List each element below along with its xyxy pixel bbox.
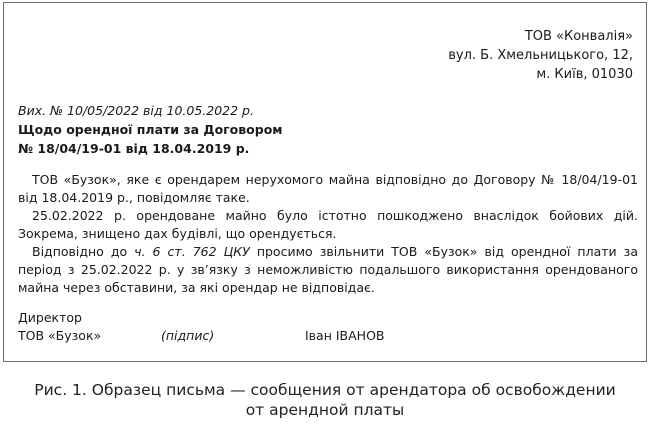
subject-line-1: Щодо орендної плати за Договором — [18, 122, 283, 137]
letter-frame — [3, 2, 647, 362]
paragraph-2: 25.02.2022 р. орендоване майно було істотно пошкоджено внаслідок бойових дій. Зокрема, знищено дах будівлі, що орендується. — [18, 208, 638, 241]
paragraph-1: ТОВ «Бузок», яке є орендарем нерухомого майна відповідно до Договору № 18/04/19-01 від 18.04.2019 р., повідомляє таке. — [18, 172, 638, 205]
law-reference: ч. 6 ст. 762 ЦКУ — [134, 244, 250, 259]
letter-body — [18, 171, 638, 297]
caption-line-2: от арендной платы — [245, 401, 405, 419]
figure-caption — [0, 380, 650, 420]
caption-line-1: Рис. 1. Образец письма — сообщения от арендатора об освобождении — [34, 381, 616, 399]
addressee-block — [448, 27, 633, 84]
addressee-street: вул. Б. Хмельницького, 12, — [448, 48, 633, 63]
signer-company: ТОВ «Бузок» — [18, 328, 102, 343]
addressee-company: ТОВ «Конвалія» — [524, 29, 633, 44]
reference-block — [18, 101, 283, 158]
signer-position: Директор — [18, 310, 82, 325]
signature-placeholder: (підпис) — [161, 328, 215, 343]
paragraph-3-start: Відповідно до — [32, 244, 135, 259]
paragraph-3 — [18, 243, 638, 297]
outgoing-number: Вих. № 10/05/2022 від 10.05.2022 р. — [18, 103, 254, 118]
subject-line-2: № 18/04/19-01 від 18.04.2019 р. — [18, 141, 250, 156]
signature-block — [18, 309, 638, 345]
paragraph-3-end: просимо звільнити ТОВ «Бузок» від орендної плати за період з 25.02.2022 р. у зв’язку з неможливістю подальшого використання орендованого майна через обставини, за які орендар не відповідає. — [18, 244, 638, 295]
signer-name: Іван ІВАНОВ — [305, 328, 385, 343]
addressee-city: м. Київ, 01030 — [536, 67, 633, 82]
signature-row — [18, 327, 638, 345]
